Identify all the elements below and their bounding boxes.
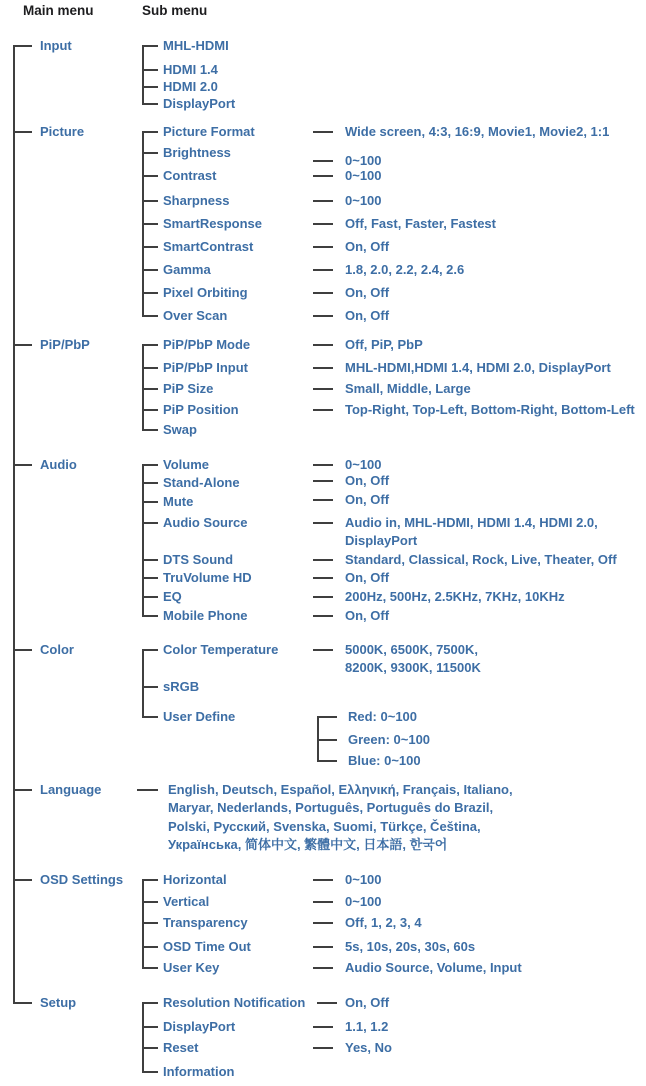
connector-line [142, 175, 158, 177]
sub-item-user-key: User Key [163, 960, 220, 975]
connector-line [142, 344, 158, 346]
connector-line [142, 482, 158, 484]
setup-group-bracket-line [142, 1002, 144, 1072]
connector-line [313, 344, 333, 346]
connector-line [142, 596, 158, 598]
main-item-input: Input [40, 38, 72, 53]
value-color-temperature: 5000K, 6500K, 7500K, [345, 642, 478, 657]
value-over-scan: On, Off [345, 308, 390, 323]
value-language-line3: Polski, Русский, Svenska, Suomi, Türkçe, Čeština, [168, 819, 481, 834]
sub-item-smartcontrast: SmartContrast [163, 239, 254, 254]
main-item-language: Language [40, 782, 102, 797]
value-dts-sound: Standard, Classical, Rock, Live, Theater, Off [345, 552, 617, 567]
main-item-osd-settings: OSD Settings [40, 872, 124, 887]
connector-line [317, 760, 337, 762]
connector-line [13, 1002, 32, 1004]
audio-group-bracket-line [142, 464, 144, 616]
value-user-define-red: Red: 0~100 [348, 709, 418, 724]
connector-line [317, 1002, 337, 1004]
input-group-bracket-line [142, 45, 144, 104]
value-brightness: 0~100 [345, 153, 382, 168]
sub-item-setup-displayport: DisplayPort [163, 1019, 236, 1034]
sub-item-volume: Volume [163, 457, 209, 472]
connector-line [142, 103, 158, 105]
sub-item-stand-alone: Stand-Alone [163, 475, 240, 490]
value-vertical: 0~100 [345, 894, 382, 909]
sub-item-reset: Reset [163, 1040, 199, 1055]
connector-line [313, 879, 333, 881]
sub-item-swap: Swap [163, 422, 197, 437]
value-mobile-phone: On, Off [345, 608, 390, 623]
connector-line [142, 615, 158, 617]
main-menu-header: Main menu [23, 3, 94, 18]
connector-line [142, 269, 158, 271]
value-picture-format: Wide screen, 4:3, 16:9, Movie1, Movie2, 1:1 [345, 124, 610, 139]
connector-line [142, 367, 158, 369]
value-language-line1: English, Deutsch, Español, Ελληνική, Français, Italiano, [168, 782, 513, 797]
sub-item-mhl-hdmi: MHL-HDMI [163, 38, 229, 53]
sub-item-vertical: Vertical [163, 894, 210, 909]
connector-line [142, 522, 158, 524]
connector-line [142, 686, 158, 688]
sub-item-eq: EQ [163, 589, 182, 604]
value-language-line2: Maryar, Nederlands, Português, Português do Brazil, [168, 800, 494, 815]
value-user-define-blue: Blue: 0~100 [348, 753, 421, 768]
value-setup-displayport: 1.1, 1.2 [345, 1019, 389, 1034]
connector-line [142, 223, 158, 225]
value-osd-time-out: 5s, 10s, 20s, 30s, 60s [345, 939, 476, 954]
connector-line [313, 160, 333, 162]
connector-line [313, 409, 333, 411]
main-item-picture: Picture [40, 124, 85, 139]
sub-item-resolution-notification: Resolution Notification [163, 995, 306, 1010]
connector-line [13, 45, 32, 47]
value-sharpness: 0~100 [345, 193, 382, 208]
connector-line [313, 269, 333, 271]
connector-line [313, 596, 333, 598]
value-stand-alone: On, Off [345, 473, 390, 488]
value-user-key: Audio Source, Volume, Input [345, 960, 522, 975]
connector-line [313, 315, 333, 317]
connector-line [142, 716, 158, 718]
connector-line [142, 577, 158, 579]
value-pip-size: Small, Middle, Large [345, 381, 471, 396]
connector-line [142, 292, 158, 294]
connector-line [313, 200, 333, 202]
sub-item-displayport: DisplayPort [163, 96, 236, 111]
sub-item-contrast: Contrast [163, 168, 217, 183]
connector-line [13, 789, 32, 791]
connector-line [13, 131, 32, 133]
value-transparency: Off, 1, 2, 3, 4 [345, 915, 422, 930]
connector-line [142, 1026, 158, 1028]
connector-line [142, 86, 158, 88]
sub-item-brightness: Brightness [163, 145, 231, 160]
value-contrast: 0~100 [345, 168, 382, 183]
value-color-temperature-line2: 8200K, 9300K, 11500K [345, 660, 481, 675]
main-tree-trunk-line [13, 45, 15, 1003]
connector-line [313, 559, 333, 561]
connector-line [137, 789, 158, 791]
connector-line [142, 464, 158, 466]
main-item-pip-pbp: PiP/PbP [40, 337, 90, 352]
connector-line [317, 716, 337, 718]
sub-item-srgb: sRGB [163, 679, 200, 694]
sub-item-hdmi-2-0: HDMI 2.0 [163, 79, 218, 94]
sub-item-pip-size: PiP Size [163, 381, 214, 396]
connector-line [313, 922, 333, 924]
value-horizontal: 0~100 [345, 872, 382, 887]
connector-line [142, 200, 158, 202]
connector-line [313, 175, 333, 177]
sub-item-pip-pbp-input: PiP/PbP Input [163, 360, 248, 375]
sub-item-over-scan: Over Scan [163, 308, 228, 323]
connector-line [142, 922, 158, 924]
connector-line [313, 464, 333, 466]
value-mute: On, Off [345, 492, 390, 507]
main-item-setup: Setup [40, 995, 77, 1010]
connector-line [313, 480, 333, 482]
connector-line [142, 1047, 158, 1049]
value-audio-source-line2: DisplayPort [345, 533, 418, 548]
value-pixel-orbiting: On, Off [345, 285, 390, 300]
connector-line [313, 246, 333, 248]
sub-item-mobile-phone: Mobile Phone [163, 608, 248, 623]
sub-item-color-temperature: Color Temperature [163, 642, 279, 657]
sub-item-gamma: Gamma [163, 262, 211, 277]
sub-item-sharpness: Sharpness [163, 193, 230, 208]
connector-line [313, 649, 333, 651]
connector-line [142, 559, 158, 561]
sub-item-hdmi-1-4: HDMI 1.4 [163, 62, 218, 77]
main-item-color: Color [40, 642, 74, 657]
connector-line [142, 152, 158, 154]
value-audio-source: Audio in, MHL-HDMI, HDMI 1.4, HDMI 2.0, [345, 515, 598, 530]
sub-item-mute: Mute [163, 494, 194, 509]
sub-menu-header: Sub menu [142, 3, 208, 18]
connector-line [313, 1047, 333, 1049]
value-user-define-green: Green: 0~100 [348, 732, 431, 747]
connector-line [313, 292, 333, 294]
connector-line [142, 409, 158, 411]
value-truvolume-hd: On, Off [345, 570, 390, 585]
connector-line [142, 1071, 158, 1073]
sub-item-dts-sound: DTS Sound [163, 552, 234, 567]
connector-line [142, 69, 158, 71]
connector-line [313, 223, 333, 225]
connector-line [13, 649, 32, 651]
connector-line [142, 429, 158, 431]
connector-line [313, 615, 333, 617]
sub-item-osd-time-out: OSD Time Out [163, 939, 251, 954]
color-group-bracket-line [142, 649, 144, 717]
connector-line [313, 946, 333, 948]
connector-line [142, 246, 158, 248]
value-resolution-notification: On, Off [345, 995, 390, 1010]
connector-line [313, 131, 333, 133]
connector-line [313, 367, 333, 369]
value-eq: 200Hz, 500Hz, 2.5KHz, 7KHz, 10KHz [345, 589, 565, 604]
connector-line [313, 522, 333, 524]
connector-line [142, 315, 158, 317]
value-gamma: 1.8, 2.0, 2.2, 2.4, 2.6 [345, 262, 465, 277]
sub-item-user-define: User Define [163, 709, 236, 724]
sub-item-smartresponse: SmartResponse [163, 216, 262, 231]
connector-line [142, 649, 158, 651]
value-pip-position: Top-Right, Top-Left, Bottom-Right, Bottom-Left [345, 402, 635, 417]
connector-line [142, 967, 158, 969]
connector-line [13, 464, 32, 466]
sub-item-pip-position: PiP Position [163, 402, 239, 417]
sub-item-audio-source: Audio Source [163, 515, 248, 530]
connector-line [142, 131, 158, 133]
value-pip-pbp-mode: Off, PiP, PbP [345, 337, 423, 352]
connector-line [142, 388, 158, 390]
connector-line [13, 344, 32, 346]
sub-item-pip-pbp-mode: PiP/PbP Mode [163, 337, 251, 352]
connector-line [317, 739, 337, 741]
connector-line [142, 45, 158, 47]
connector-line [13, 879, 32, 881]
connector-line [313, 967, 333, 969]
value-language-line4: Українська, 简体中文, 繁體中文, 日本語, 한국어 [168, 837, 448, 852]
value-volume: 0~100 [345, 457, 382, 472]
sub-item-picture-format: Picture Format [163, 124, 255, 139]
value-smartresponse: Off, Fast, Faster, Fastest [345, 216, 496, 231]
connector-line [142, 901, 158, 903]
connector-line [142, 501, 158, 503]
pip-group-bracket-line [142, 344, 144, 430]
sub-item-truvolume-hd: TruVolume HD [163, 570, 252, 585]
connector-line [142, 946, 158, 948]
connector-line [142, 879, 158, 881]
main-item-audio: Audio [40, 457, 77, 472]
connector-line [142, 1002, 158, 1004]
connector-line [313, 388, 333, 390]
value-smartcontrast: On, Off [345, 239, 390, 254]
connector-line [313, 1026, 333, 1028]
connector-line [313, 577, 333, 579]
connector-line [313, 499, 333, 501]
sub-item-horizontal: Horizontal [163, 872, 227, 887]
connector-line [313, 901, 333, 903]
sub-item-pixel-orbiting: Pixel Orbiting [163, 285, 248, 300]
sub-item-transparency: Transparency [163, 915, 248, 930]
sub-item-information: Information [163, 1064, 235, 1079]
value-pip-pbp-input: MHL-HDMI,HDMI 1.4, HDMI 2.0, DisplayPort [345, 360, 611, 375]
osd-group-bracket-line [142, 879, 144, 968]
value-reset: Yes, No [345, 1040, 392, 1055]
